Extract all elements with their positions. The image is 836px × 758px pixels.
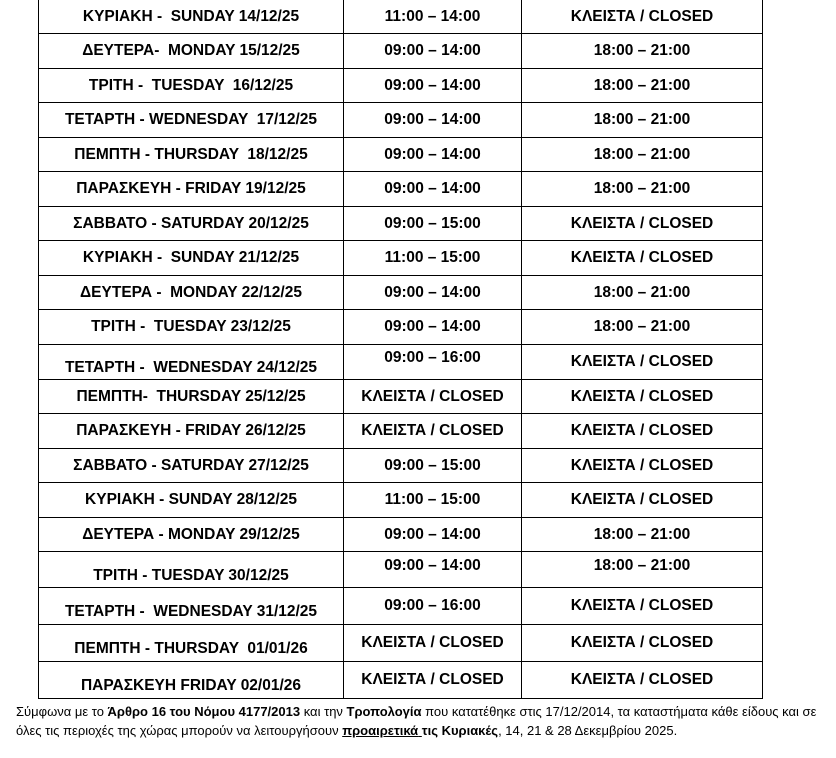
evening-hours-cell: ΚΛΕΙΣΤΑ / CLOSED (522, 414, 763, 449)
evening-hours-cell: ΚΛΕΙΣΤΑ / CLOSED (522, 588, 763, 625)
evening-hours-cell: 18:00 – 21:00 (522, 34, 763, 69)
morning-hours: 09:00 – 14:00 (384, 556, 481, 574)
evening-hours-cell: ΚΛΕΙΣΤΑ / CLOSED (522, 0, 763, 34)
day-cell (39, 662, 344, 699)
morning-hours-cell: 09:00 – 14:00 (344, 276, 522, 310)
day-cell (39, 345, 344, 380)
table-row (39, 380, 763, 414)
day-cell: ΔΕΥΤΕΡΑ - MONDAY 29/12/25 (39, 518, 344, 552)
evening-hours-cell: ΚΛΕΙΣΤΑ / CLOSED (522, 625, 763, 662)
evening-hours-cell: 18:00 – 21:00 (522, 310, 763, 345)
day-cell: ΤΡΙΤΗ - TUESDAY 16/12/25 (39, 69, 344, 103)
morning-hours: 09:00 – 16:00 (384, 349, 481, 366)
day-cell (39, 625, 344, 662)
note-law-reference: Άρθρο 16 του Νόμου 4177/2013 (107, 704, 301, 719)
note-text: που κατατέθηκε στις 17/12/2014, τα καταστήματα κάθε είδους και σε όλες τις περιοχές της χώρας μπορούν να λειτουργήσουν (16, 704, 817, 738)
note-text: Σύμφωνα με το (16, 704, 108, 719)
evening-hours-cell: 18:00 – 21:00 (522, 138, 763, 172)
day-cell: ΤΕΤΑΡΤΗ - WEDNESDAY 17/12/25 (39, 103, 344, 138)
day-cell: ΠΕΜΠΤΗ - THURSDAY 18/12/25 (39, 138, 344, 172)
morning-hours-cell (344, 552, 522, 588)
note-text: και την (300, 704, 347, 719)
table-row (39, 483, 763, 518)
evening-hours-cell: 18:00 – 21:00 (522, 518, 763, 552)
morning-hours-cell: 09:00 – 15:00 (344, 449, 522, 483)
note-sundays: τις Κυριακές (421, 723, 499, 738)
table-row (39, 414, 763, 449)
evening-hours-cell: ΚΛΕΙΣΤΑ / CLOSED (522, 207, 763, 241)
table-row (39, 138, 763, 172)
morning-hours-cell: 09:00 – 14:00 (344, 34, 522, 69)
morning-hours-cell: 09:00 – 14:00 (344, 138, 522, 172)
day-label: ΤΕΤΑΡΤΗ - WEDNESDAY 31/12/25 (64, 603, 318, 620)
evening-hours-cell: ΚΛΕΙΣΤΑ / CLOSED (522, 241, 763, 276)
morning-hours-cell: 09:00 – 14:00 (344, 518, 522, 552)
evening-hours-cell: ΚΛΕΙΣΤΑ / CLOSED (522, 449, 763, 483)
evening-hours-cell: ΚΛΕΙΣΤΑ / CLOSED (522, 380, 763, 414)
morning-hours-cell: ΚΛΕΙΣΤΑ / CLOSED (344, 662, 522, 699)
evening-hours-cell: 18:00 – 21:00 (522, 103, 763, 138)
legal-note (16, 702, 828, 740)
table-row (39, 69, 763, 103)
table-row (39, 34, 763, 69)
morning-hours-cell: ΚΛΕΙΣΤΑ / CLOSED (344, 414, 522, 449)
morning-hours-cell: 09:00 – 15:00 (344, 207, 522, 241)
day-cell: ΠΑΡΑΣΚΕΥΗ - FRIDAY 19/12/25 (39, 172, 344, 207)
table-row (39, 345, 763, 380)
day-cell: ΠΑΡΑΣΚΕΥΗ - FRIDAY 26/12/25 (39, 414, 344, 449)
evening-hours-cell: 18:00 – 21:00 (522, 276, 763, 310)
table-row (39, 625, 763, 662)
day-label: ΠΕΜΠΤΗ - THURSDAY 01/01/26 (74, 640, 308, 657)
table-row (39, 449, 763, 483)
table-row (39, 0, 763, 34)
table-row (39, 662, 763, 699)
table-row (39, 276, 763, 310)
morning-hours-cell: 11:00 – 14:00 (344, 0, 522, 34)
evening-hours-cell: 18:00 – 21:00 (522, 172, 763, 207)
morning-hours-cell: 09:00 – 14:00 (344, 69, 522, 103)
day-cell (39, 588, 344, 625)
evening-hours-cell (522, 552, 763, 588)
day-cell: ΚΥΡΙΑΚΗ - SUNDAY 21/12/25 (39, 241, 344, 276)
day-label: ΤΡΙΤΗ - TUESDAY 30/12/25 (93, 566, 289, 584)
day-cell (39, 552, 344, 588)
day-cell: ΚΥΡΙΑΚΗ - SUNDAY 14/12/25 (39, 0, 344, 34)
day-cell: ΣΑΒΒΑΤΟ - SATURDAY 27/12/25 (39, 449, 344, 483)
table-row (39, 103, 763, 138)
table-row (39, 552, 763, 588)
morning-hours-cell: ΚΛΕΙΣΤΑ / CLOSED (344, 380, 522, 414)
evening-hours-cell: ΚΛΕΙΣΤΑ / CLOSED (522, 662, 763, 699)
morning-hours-cell: 09:00 – 16:00 (344, 588, 522, 625)
evening-hours-cell: ΚΛΕΙΣΤΑ / CLOSED (522, 483, 763, 518)
day-label: ΠΑΡΑΣΚΕΥΗ FRIDAY 02/01/26 (80, 677, 302, 694)
morning-hours-cell: 11:00 – 15:00 (344, 483, 522, 518)
morning-hours-cell: 09:00 – 14:00 (344, 172, 522, 207)
evening-hours: 18:00 – 21:00 (593, 556, 691, 574)
table-row (39, 241, 763, 276)
day-cell: ΠΕΜΠΤΗ- THURSDAY 25/12/25 (39, 380, 344, 414)
morning-hours-cell: 11:00 – 15:00 (344, 241, 522, 276)
day-cell: ΚΥΡΙΑΚΗ - SUNDAY 28/12/25 (39, 483, 344, 518)
table-row (39, 588, 763, 625)
evening-hours-cell: ΚΛΕΙΣΤΑ / CLOSED (522, 345, 763, 380)
morning-hours-cell (344, 345, 522, 380)
day-cell: ΣΑΒΒΑΤΟ - SATURDAY 20/12/25 (39, 207, 344, 241)
day-label: ΤΕΤΑΡΤΗ - WEDNESDAY 24/12/25 (64, 359, 318, 376)
morning-hours-cell: ΚΛΕΙΣΤΑ / CLOSED (344, 625, 522, 662)
note-amendment: Τροπολογία (346, 704, 422, 719)
day-cell: ΔΕΥΤΕΡΑ - MONDAY 22/12/25 (39, 276, 344, 310)
table-row (39, 207, 763, 241)
evening-hours-cell: 18:00 – 21:00 (522, 69, 763, 103)
morning-hours-cell: 09:00 – 14:00 (344, 103, 522, 138)
note-optional: προαιρετικά (342, 723, 419, 738)
day-cell: ΔΕΥΤΕΡΑ- MONDAY 15/12/25 (39, 34, 344, 69)
table-row (39, 310, 763, 345)
morning-hours-cell: 09:00 – 14:00 (344, 310, 522, 345)
table-row (39, 518, 763, 552)
holiday-hours-table (38, 0, 763, 699)
table-row (39, 172, 763, 207)
day-cell: ΤΡΙΤΗ - TUESDAY 23/12/25 (39, 310, 344, 345)
note-dates: , 14, 21 & 28 Δεκεμβρίου 2025. (498, 723, 678, 738)
